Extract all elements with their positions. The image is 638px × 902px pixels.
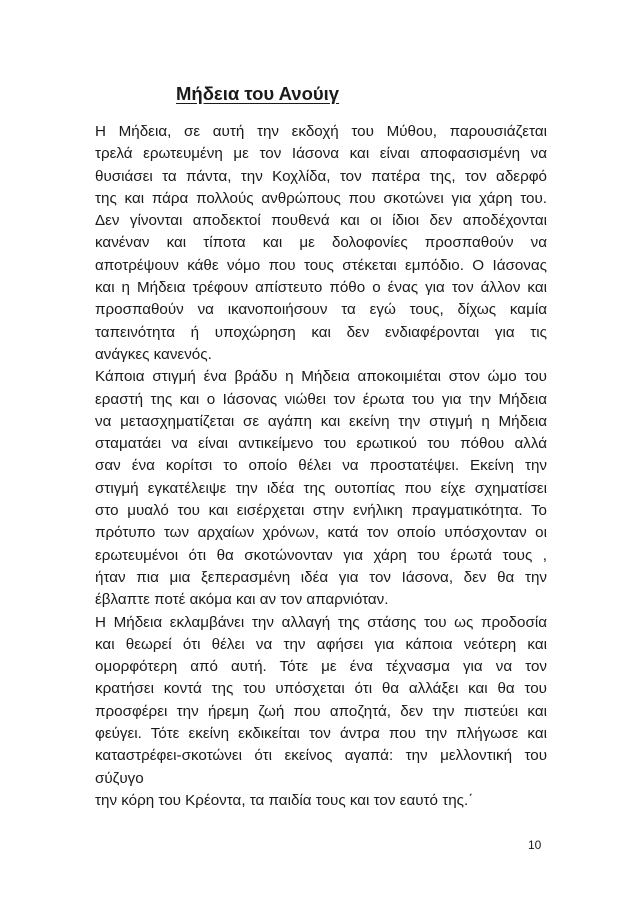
text-line: Δεν γίνονται αποδεκτοί πουθενά και οι ίδιοι δεν αποδέχονται	[95, 212, 547, 230]
text-line: φεύγει. Τότε εκείνη εκδικείται τον άντρα που την πλήγωσε και	[95, 725, 547, 743]
text-line: έβλαπτε ποτέ ακόμα και αν τον απαρνιόταν.	[95, 591, 389, 609]
text-line: Κάποια στιγμή ένα βράδυ η Μήδεια αποκοιμιέται στον ώμο του	[95, 368, 547, 386]
text-line: προσφέρει την ήρεμη ζωή που αποζητά, δεν την πιστεύει και	[95, 702, 547, 720]
text-line: της και πάρα πολλούς ανθρώπους που σκοτώνει για χάρη του.	[95, 189, 547, 207]
text-line: ομορφότερη από αυτή. Τότε με ένα τέχνασμα για να τον	[95, 658, 547, 676]
text-line: θυσιάσει τα πάντα, την Κοχλίδα, τον πατέρα της, τον αδερφό	[95, 167, 547, 185]
text-line: τρελά ερωτευμένη με τον Ιάσονα και είναι αποφασισμένη να	[95, 145, 547, 163]
text-line: προσπαθούν να ικανοποιήσουν τα εγώ τους, δίχως καμία	[95, 301, 547, 319]
text-line: στιγμή εγκατέλειψε την ιδέα της ουτοπίας που είχε σχηματίσει	[95, 479, 547, 497]
text-line: καταστρέφει-σκοτώνει ότι εκείνος αγαπά: την μελλοντική του	[95, 747, 547, 765]
text-line: ήταν πια μια ξεπερασμένη ιδέα για τον Ιάσονα, δεν θα την	[95, 568, 547, 586]
text-line: ταπεινότητα ή υποχώρηση και δεν ενδιαφέρονται για τις	[95, 323, 547, 341]
text-line: πρότυπο των αρχαίων χρόνων, κατά τον οποίο υπόσχονταν οι	[95, 524, 547, 542]
text-line: Η Μήδεια εκλαμβάνει την αλλαγή της στάσης του ως προδοσία	[95, 613, 547, 631]
text-line: κανέναν και τίποτα και με δολοφονίες προσπαθούν να	[95, 234, 547, 252]
page-title: Μήδεια του Ανούιγ	[176, 83, 340, 104]
text-line: κρατήσει κοντά της του υπόσχεται ότι θα αλλάξει και θα του	[95, 680, 547, 698]
body-paragraphs	[95, 121, 547, 812]
text-line: να μετασχηματίζεται σε αγάπη και εκείνη την στιγμή η Μήδεια	[95, 412, 547, 430]
text-line: σταματάει να είναι αντικείμενο του ερωτικού του πόθου αλλά	[95, 435, 547, 453]
text-line: στο μυαλό του και εισέρχεται στην ενήλικη πραγματικότητα. Το	[95, 502, 547, 520]
text-line: και η Μήδεια τρέφουν απίστευτο πόθο ο ένας για τον άλλον και	[95, 279, 547, 297]
text-line: αποτρέψουν κάθε νόμο που τους στέκεται εμπόδιο. Ο Ιάσονας	[95, 256, 547, 274]
text-line: σαν ένα κορίτσι το οποίο θέλει να προστατέψει. Εκείνη την	[95, 457, 547, 475]
text-line: ερωτευμένοι ότι θα σκοτώνονταν για χάρη του έρωτά τους ,	[95, 546, 547, 564]
text-line: την κόρη του Κρέοντα, τα παιδία τους και τον εαυτό της.΄	[95, 791, 474, 809]
text-line: εραστή της και ο Ιάσονας νιώθει τον έρωτα του για την Μήδεια	[95, 390, 547, 408]
text-line: ανάγκες κανενός.	[95, 345, 212, 363]
text-line: και θεωρεί ότι θέλει να την αφήσει για κάποια νεότερη και	[95, 635, 547, 653]
page-number: 10	[528, 838, 542, 852]
text-line: σύζυγο	[95, 769, 144, 787]
text-line: Η Μήδεια, σε αυτή την εκδοχή του Μύθου, παρουσιάζεται	[95, 123, 547, 140]
